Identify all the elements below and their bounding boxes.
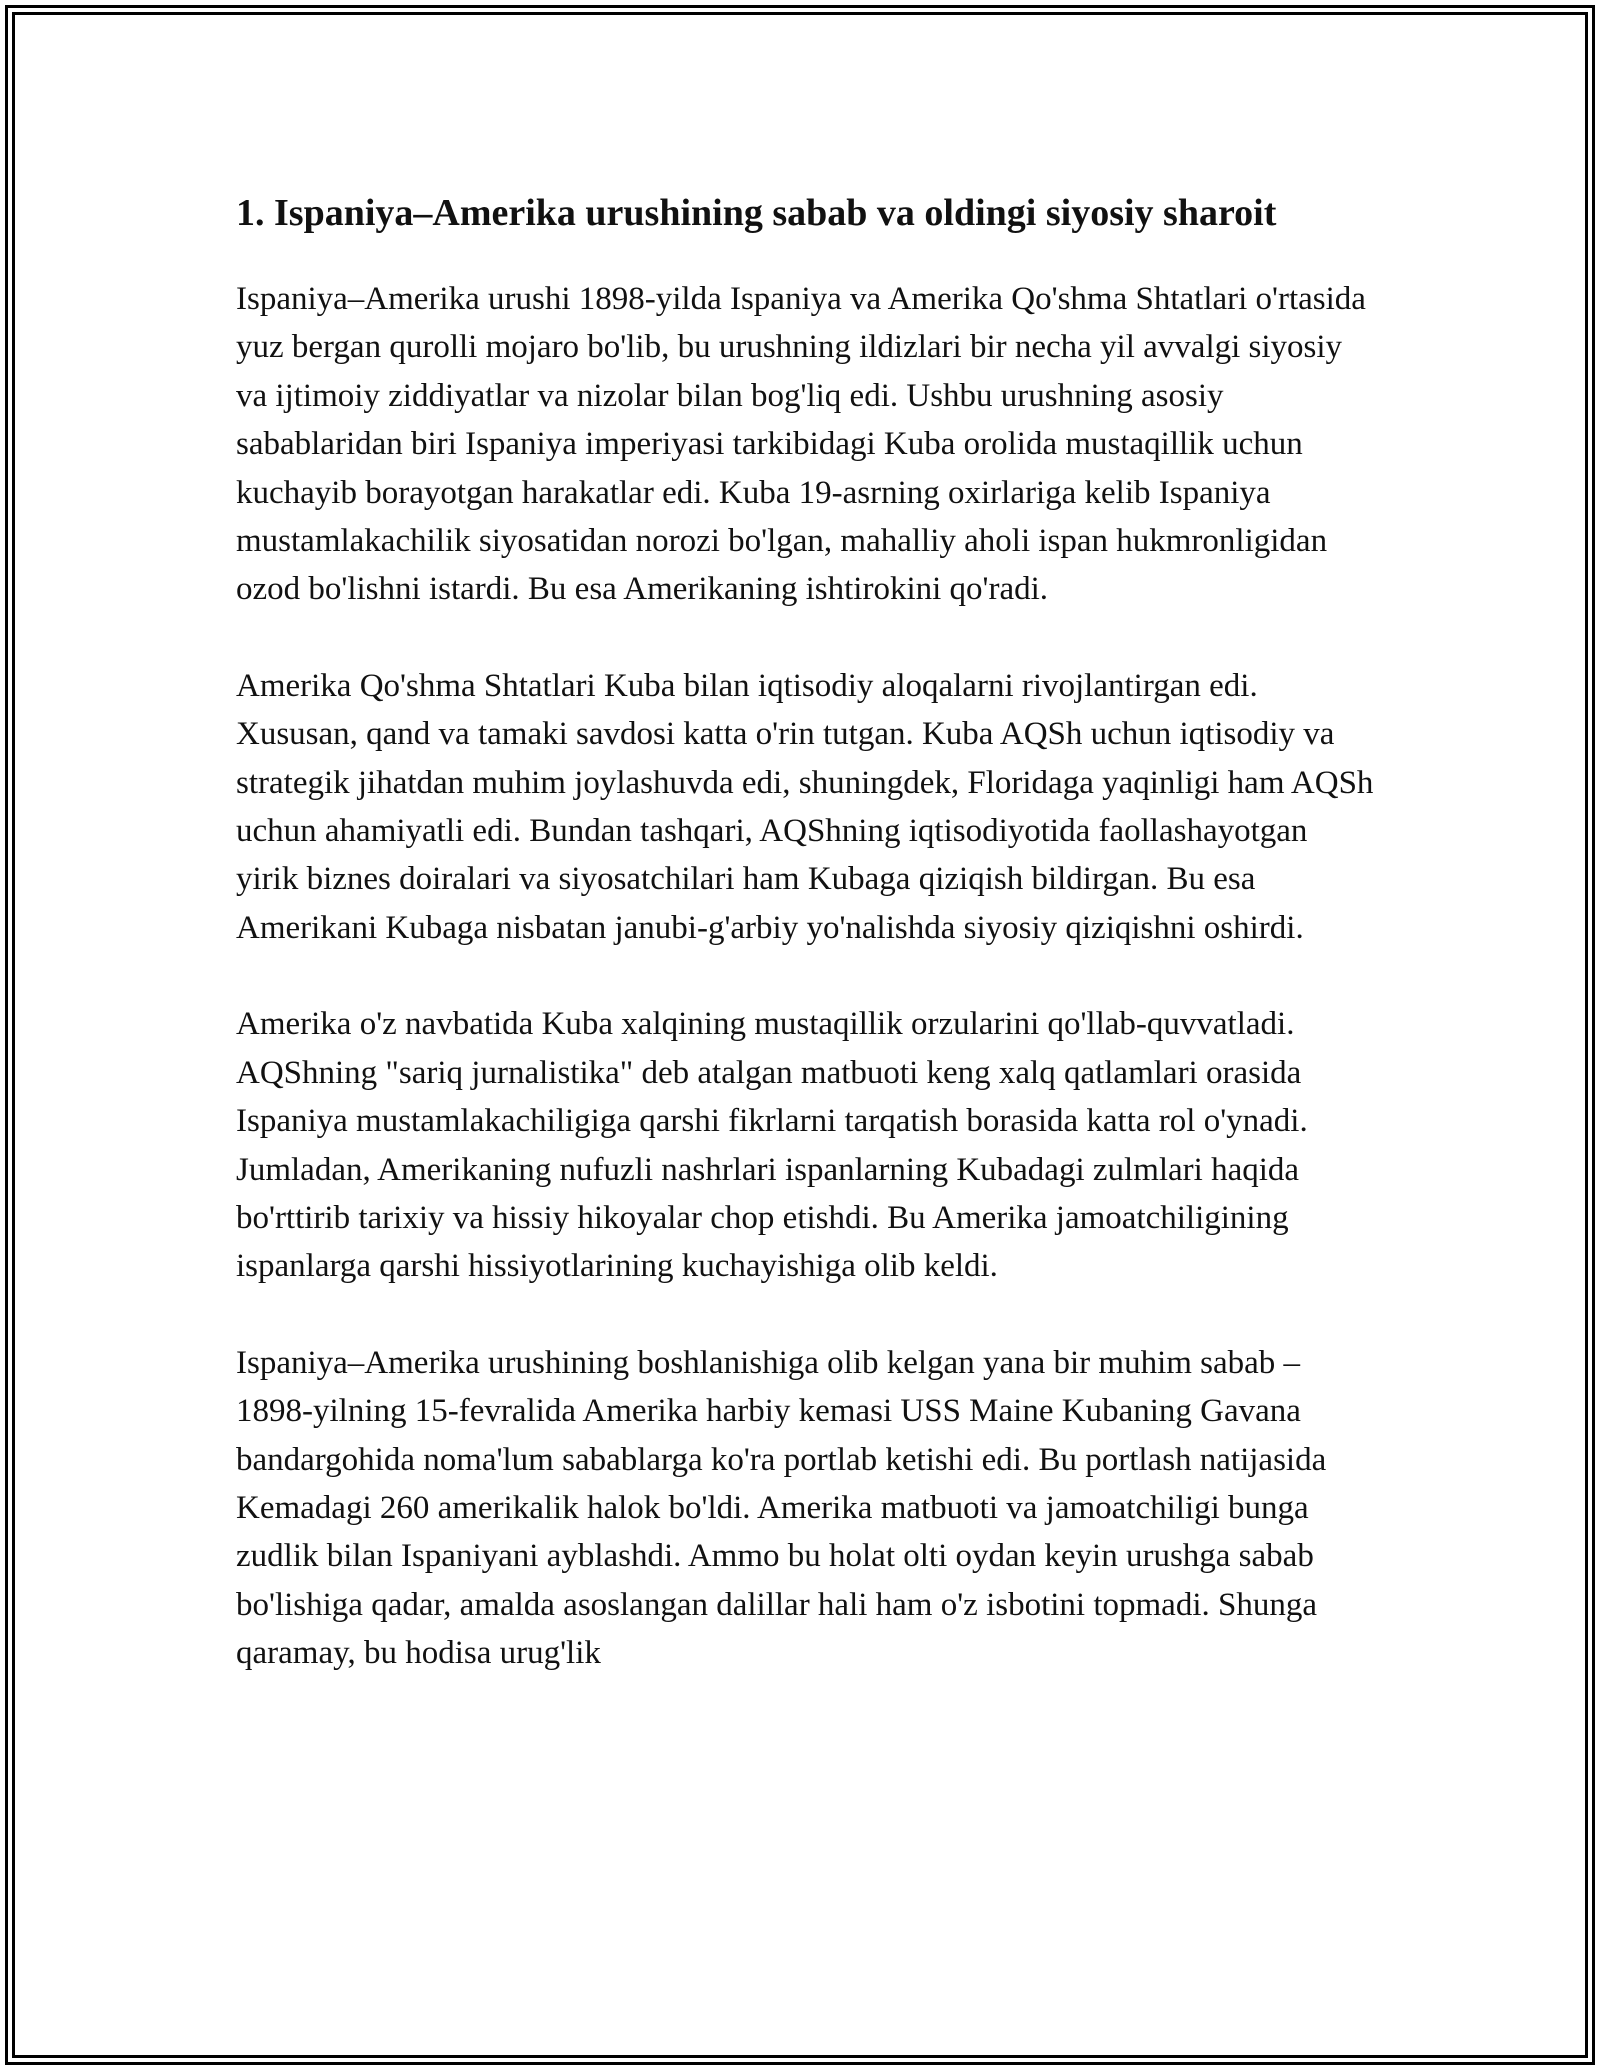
document-body [236, 186, 1376, 1726]
section-heading: 1. Ispaniya–Amerika urushining sabab va oldingi siyosiy sharoit [236, 192, 1277, 234]
paragraph-yellow-journalism: Amerika o'z navbatida Kuba xalqining mustaqillik orzularini qo'llab-quvvatladi. AQShning "sariq jurnalistika" deb atalgan matbuoti keng xalq qatlamlari orasida Ispaniya mustamlakachiligiga qarshi fikrlarni tarqatish borasida katta rol o'ynadi. Jumladan, Amerikaning nufuzli nashrlari ispanlarning Kubadagi zulmlari haqida bo'rttirib tarixiy va hissiy hikoyalar chop etishdi. Bu Amerika jamoatchiligining ispanlarga qarshi hissiyotlarining kuchayishiga olib keldi. [236, 1006, 1308, 1285]
paragraph-economic-ties: Amerika Qo'shma Shtatlari Kuba bilan iqtisodiy aloqalarni rivojlantirgan edi. Xususan, qand va tamaki savdosi katta o'rin tutgan. Kuba AQSh uchun iqtisodiy va strategik jihatdan muhim joylashuvda edi, shuningdek, Floridaga yaqinligi ham AQSh uchun ahamiyatli edi. Bundan tashqari, AQShning iqtisodiyotida faollashayotgan yirik biznes doiralari va siyosatchilari ham Kubaga qiziqish bildirgan. Bu esa Amerikani Kubaga nisbatan janubi-g'arbiy yo'nalishda siyosiy qiziqishni oshirdi. [236, 667, 1374, 946]
paragraph-uss-maine: Ispaniya–Amerika urushining boshlanishiga olib kelgan yana bir muhim sabab – 1898-yilning 15-fevralida Amerika harbiy kemasi USS Maine Kubaning Gavana bandargohida noma'lum sabablarga ko'ra portlab ketishi edi. Bu portlash natijasida Kemadagi 260 amerikalik halok bo'ldi. Amerika matbuoti va jamoatchiligi bunga zudlik bilan Ispaniyani ayblashdi. Ammo bu holat olti oydan keyin urushga sabab bo'lishiga qadar, amalda asoslangan dalillar hali ham o'z isbotini topmadi. Shunga qaramay, bu hodisa urug'lik [236, 1344, 1327, 1672]
paragraph-causes-intro: Ispaniya–Amerika urushi 1898-yilda Ispaniya va Amerika Qo'shma Shtatlari o'rtasida yuz bergan qurolli mojaro bo'lib, bu urushning ildizlari bir necha yil avvalgi siyosiy va ijtimoiy ziddiyatlar va nizolar bilan bog'liq edi. Ushbu urushning asosiy sabablaridan biri Ispaniya imperiyasi tarkibidagi Kuba orolida mustaqillik uchun kuchayib borayotgan harakatlar edi. Kuba 19-asrning oxirlariga kelib Ispaniya mustamlakachilik siyosatidan norozi bo'lgan, mahalliy aholi ispan hukmronligidan ozod bo'lishni istardi. Bu esa Amerikaning ishtirokini qo'radi. [236, 281, 1366, 608]
